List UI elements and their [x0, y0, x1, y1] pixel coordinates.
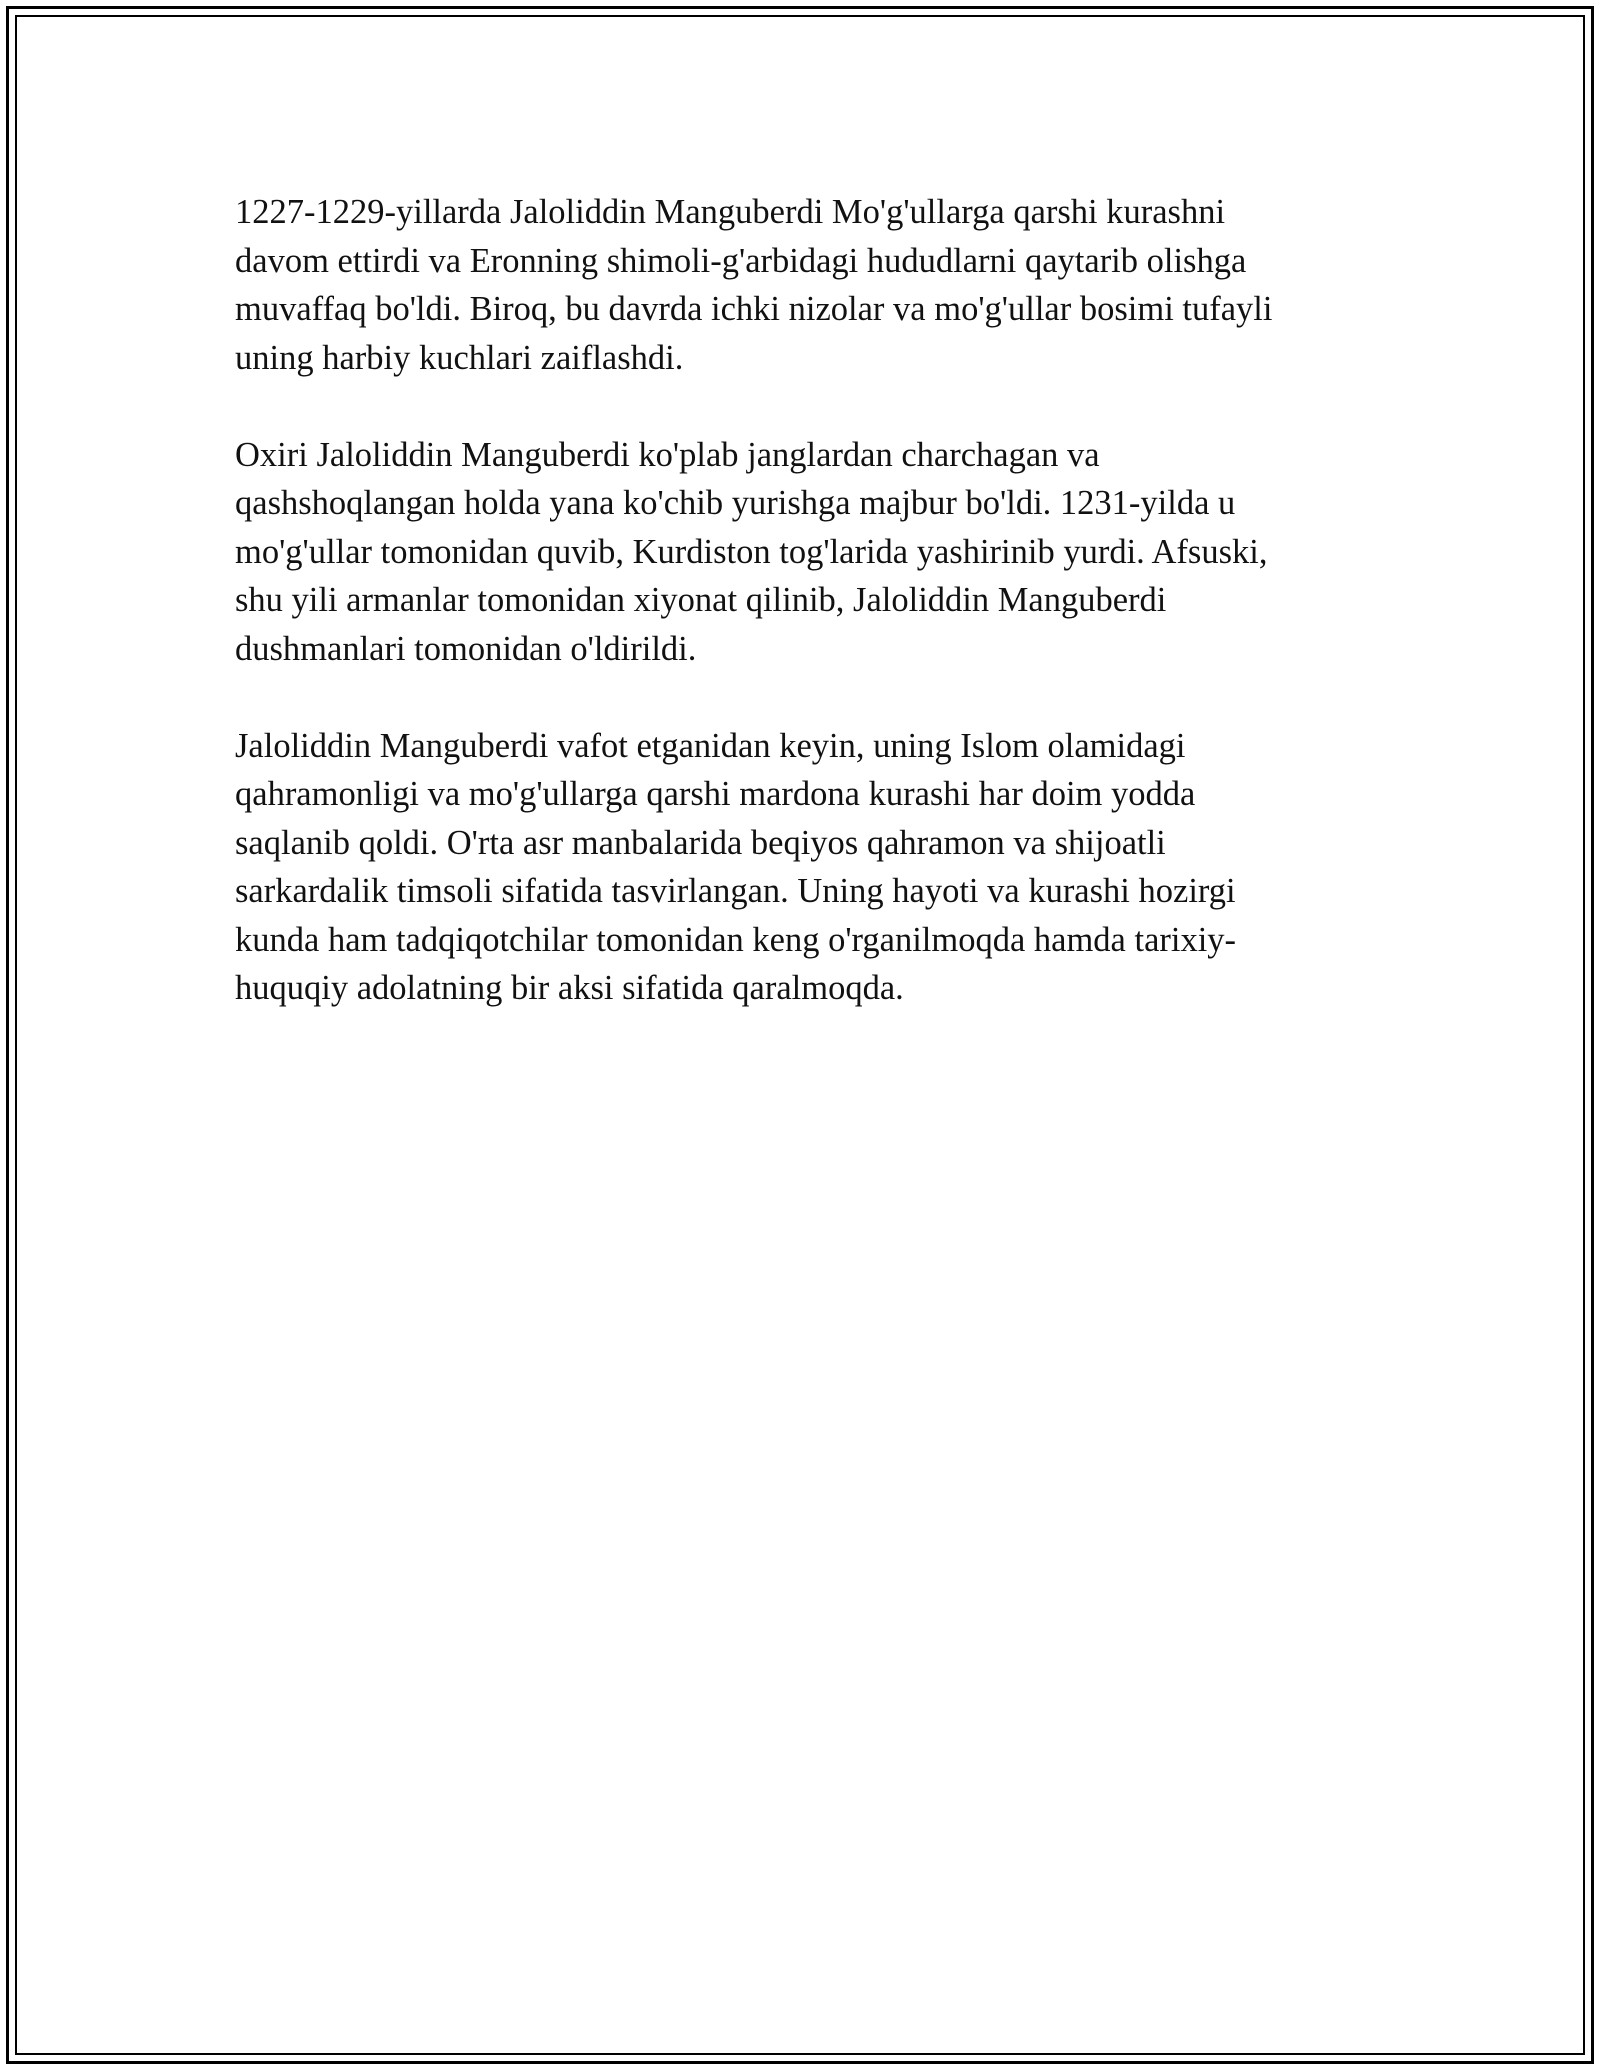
document-body — [235, 188, 1365, 1061]
paragraph-2: Oxiri Jaloliddin Manguberdi ko'plab janglardan charchagan va qashshoqlangan holda yana ko'chib yurishga majbur bo'ldi. 1231-yilda u mo'g'ullar tomonidan quvib, Kurdiston tog'larida yashirinib yurdi. Afsuski, shu yili armanlar tomonidan xiyonat qilinib, Jaloliddin Manguberdi dushmanlari tomonidan o'ldirildi. — [235, 435, 1268, 668]
paragraph-3: Jaloliddin Manguberdi vafot etganidan keyin, uning Islom olamidagi qahramonligi va mo'g'ullarga qarshi mardona kurashi har doim yodda saqlanib qoldi. O'rta asr manbalarida beqiyos qahramon va shijoatli sarkardalik timsoli sifatida tasvirlangan. Uning hayoti va kurashi hozirgi kunda ham tadqiqotchilar tomonidan keng o'rganilmoqda hamda tarixiy- huquqiy adolatning bir aksi sifatida qaralmoqda. — [235, 726, 1237, 1007]
paragraph-1: 1227-1229-yillarda Jaloliddin Manguberdi Mo'g'ullarga qarshi kurashni davom ettirdi va Eronning shimoli-g'arbidagi hududlarni qaytarib olishga muvaffaq bo'ldi. Biroq, bu davrda ichki nizolar va mo'g'ullar bosimi tufayli uning harbiy kuchlari zaiflashdi. — [235, 193, 1273, 377]
